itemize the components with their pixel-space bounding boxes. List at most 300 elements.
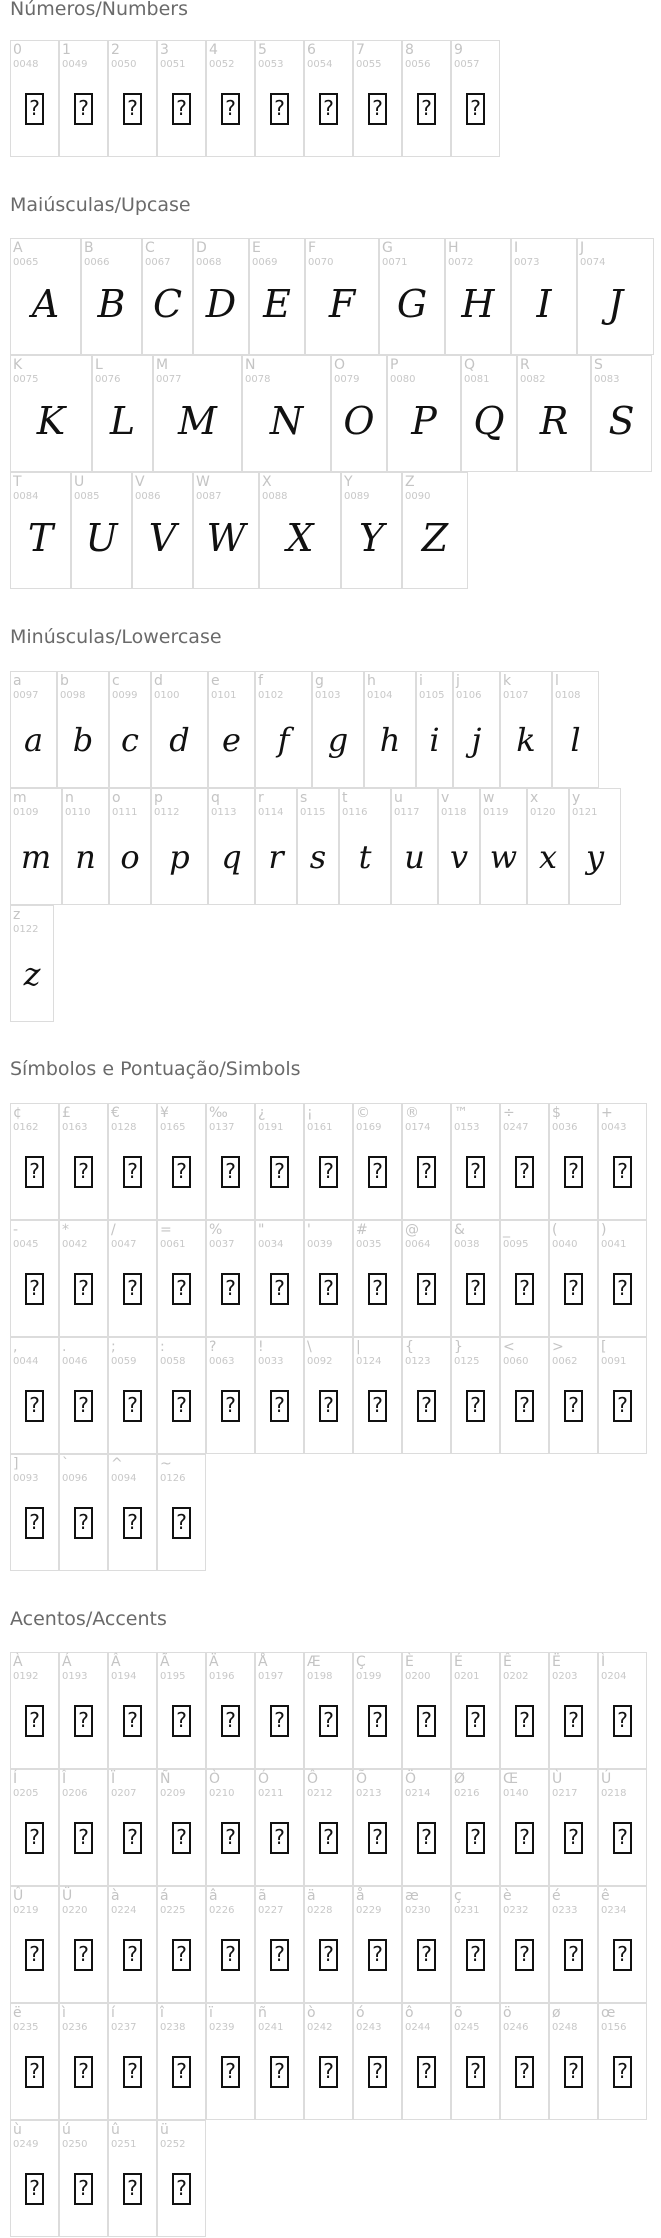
glyph-code-label: 0212: [307, 1788, 333, 1799]
glyph-cell: [500, 1337, 549, 1454]
glyph-cell: [157, 1652, 206, 1769]
glyph-preview: S: [608, 399, 635, 443]
glyph-cell: [108, 1652, 157, 1769]
glyph-character-label: -: [13, 1222, 19, 1238]
glyph-character-label: ç: [454, 1888, 462, 1904]
missing-glyph-icon: [207, 1156, 254, 1188]
missing-glyph-mark: ?: [74, 1705, 93, 1737]
glyph-cell: [10, 2003, 59, 2120]
missing-glyph-mark: ?: [613, 1705, 632, 1737]
glyph-character-label: 8: [405, 42, 414, 58]
missing-glyph-icon: [60, 1156, 107, 1188]
missing-glyph-mark: ?: [221, 2056, 240, 2088]
glyph-code-label: 0226: [209, 1905, 235, 1916]
missing-glyph-mark: ?: [172, 2173, 191, 2205]
glyph-character-label: H: [448, 240, 459, 256]
glyph-character-label: 9: [454, 42, 463, 58]
glyph-cell: [451, 40, 500, 157]
glyph-code-label: 0251: [111, 2139, 137, 2150]
glyph-cell: [59, 1454, 108, 1571]
glyph-cell: [598, 1886, 647, 2003]
missing-glyph-mark: ?: [74, 1273, 93, 1305]
missing-glyph-icon: [158, 1273, 205, 1305]
glyph-cell: [10, 671, 57, 788]
glyph-character-label: !: [258, 1339, 264, 1355]
missing-glyph-icon: [11, 93, 58, 125]
glyph-code-label: 0140: [503, 1788, 529, 1799]
glyph-cell: [598, 2003, 647, 2120]
glyph-cell: [438, 788, 480, 905]
glyph-code-label: 0216: [454, 1788, 480, 1799]
glyph-code-label: 0065: [13, 257, 39, 268]
glyph-cell: [255, 671, 312, 788]
glyph-code-label: 0207: [111, 1788, 137, 1799]
glyph-code-label: 0114: [258, 807, 284, 818]
missing-glyph-icon: [599, 1156, 646, 1188]
glyph-character-label: L: [95, 357, 103, 373]
glyph-code-label: 0073: [514, 257, 540, 268]
glyph-character-label: 4: [209, 42, 218, 58]
glyph-preview: R: [539, 399, 569, 443]
glyph-cell: [193, 472, 259, 589]
glyph-character-label: /: [111, 1222, 116, 1238]
glyph-character-label: õ: [454, 2005, 463, 2021]
missing-glyph-icon: [305, 1273, 352, 1305]
glyph-code-label: 0169: [356, 1122, 382, 1133]
glyph-cell: [304, 1652, 353, 1769]
glyph-character-label: m: [13, 790, 27, 806]
missing-glyph-icon: [158, 2173, 205, 2205]
glyph-code-label: 0210: [209, 1788, 235, 1799]
glyph-code-label: 0068: [196, 257, 222, 268]
glyph-character-label: ^: [111, 1456, 123, 1472]
missing-glyph-icon: [11, 1390, 58, 1422]
glyph-code-label: 0055: [356, 59, 382, 70]
glyph-character-label: b: [60, 673, 69, 689]
missing-glyph-icon: [11, 1939, 58, 1971]
glyph-cell: [451, 1769, 500, 1886]
glyph-code-label: 0218: [601, 1788, 627, 1799]
missing-glyph-icon: [256, 1705, 303, 1737]
missing-glyph-mark: ?: [74, 1156, 93, 1188]
missing-glyph-mark: ?: [515, 1390, 534, 1422]
missing-glyph-icon: [158, 1939, 205, 1971]
glyph-character-label: [: [601, 1339, 607, 1355]
glyph-cell: [157, 1220, 206, 1337]
glyph-character-label: ©: [356, 1105, 370, 1121]
missing-glyph-mark: ?: [368, 1273, 387, 1305]
missing-glyph-icon: [60, 1822, 107, 1854]
missing-glyph-mark: ?: [613, 1939, 632, 1971]
missing-glyph-mark: ?: [515, 1156, 534, 1188]
glyph-cell: [157, 1103, 206, 1220]
glyph-character-label: V: [135, 474, 145, 490]
glyph-character-label: î: [160, 2005, 164, 2021]
missing-glyph-mark: ?: [172, 1705, 191, 1737]
glyph-code-label: 0041: [601, 1239, 627, 1250]
missing-glyph-icon: [158, 1705, 205, 1737]
glyph-character-label: ,: [13, 1339, 18, 1355]
glyph-cell: [549, 1220, 598, 1337]
glyph-code-label: 0232: [503, 1905, 529, 1916]
missing-glyph-icon: [207, 93, 254, 125]
missing-glyph-icon: [354, 1156, 401, 1188]
glyph-preview: D: [205, 282, 237, 326]
glyph-preview: L: [109, 399, 136, 443]
glyph-character-label: Ä: [209, 1654, 219, 1670]
glyph-preview: B: [97, 282, 126, 326]
glyph-code-label: 0122: [13, 924, 39, 935]
glyph-code-label: 0120: [530, 807, 556, 818]
glyph-character-label: 3: [160, 42, 169, 58]
glyph-preview: k: [516, 721, 536, 759]
glyph-preview: a: [23, 721, 44, 759]
glyph-cell: [416, 671, 453, 788]
missing-glyph-mark: ?: [319, 2056, 338, 2088]
glyph-character-label: Z: [405, 474, 415, 490]
glyph-code-label: 0067: [145, 257, 171, 268]
glyph-cell: [500, 1886, 549, 2003]
glyph-code-label: 0043: [601, 1122, 627, 1133]
glyph-cell: [549, 1769, 598, 1886]
glyph-character-label: *: [62, 1222, 69, 1238]
glyph-cell: [157, 1769, 206, 1886]
glyph-cell: [500, 1769, 549, 1886]
glyph-code-label: 0235: [13, 2022, 39, 2033]
glyph-character-label: Â: [111, 1654, 121, 1670]
glyph-character-label: ‰: [209, 1105, 228, 1121]
glyph-preview: Q: [473, 399, 505, 443]
glyph-cell: [304, 40, 353, 157]
missing-glyph-mark: ?: [613, 1390, 632, 1422]
glyph-code-label: 0035: [356, 1239, 382, 1250]
missing-glyph-icon: [403, 1156, 450, 1188]
missing-glyph-icon: [256, 1156, 303, 1188]
glyph-cell: [59, 1337, 108, 1454]
glyph-character-label: ë: [13, 2005, 22, 2021]
missing-glyph-icon: [11, 1507, 58, 1539]
glyph-character-label: ]: [13, 1456, 19, 1472]
glyph-character-label: æ: [405, 1888, 419, 1904]
glyph-code-label: 0209: [160, 1788, 186, 1799]
glyph-code-label: 0077: [156, 374, 182, 385]
glyph-code-label: 0233: [552, 1905, 578, 1916]
glyph-character-label: ¿: [258, 1105, 266, 1121]
glyph-cell: [339, 788, 391, 905]
glyph-cell: [157, 2120, 206, 2237]
missing-glyph-icon: [550, 1390, 597, 1422]
glyph-character-label: X: [262, 474, 272, 490]
glyph-character-label: ã: [258, 1888, 267, 1904]
glyph-cell: [353, 1337, 402, 1454]
glyph-cell: [157, 1337, 206, 1454]
glyph-cell: [353, 1886, 402, 2003]
glyph-code-label: 0118: [441, 807, 467, 818]
glyph-preview: G: [396, 282, 428, 326]
glyph-code-label: 0245: [454, 2022, 480, 2033]
missing-glyph-mark: ?: [613, 1273, 632, 1305]
glyph-preview: C: [152, 282, 183, 326]
missing-glyph-icon: [109, 1507, 156, 1539]
glyph-character-label: ?: [209, 1339, 217, 1355]
glyph-cell: [10, 2120, 59, 2237]
missing-glyph-icon: [354, 1822, 401, 1854]
glyph-code-label: 0046: [62, 1356, 88, 1367]
glyph-character-label: .: [62, 1339, 67, 1355]
glyph-character-label: ™: [454, 1105, 468, 1121]
glyph-code-label: 0063: [209, 1356, 235, 1367]
missing-glyph-mark: ?: [613, 1156, 632, 1188]
missing-glyph-icon: [599, 2056, 646, 2088]
glyph-character-label: Œ: [503, 1771, 518, 1787]
glyph-character-label: ú: [62, 2122, 71, 2138]
missing-glyph-icon: [60, 1705, 107, 1737]
missing-glyph-mark: ?: [123, 1273, 142, 1305]
glyph-cell: [206, 2003, 255, 2120]
glyph-cell: [142, 238, 193, 355]
glyph-character-label: ó: [356, 2005, 365, 2021]
glyph-code-label: 0156: [601, 2022, 627, 2033]
missing-glyph-icon: [109, 1822, 156, 1854]
glyph-character-label: }: [454, 1339, 463, 1355]
missing-glyph-icon: [60, 2056, 107, 2088]
missing-glyph-mark: ?: [319, 1822, 338, 1854]
glyph-preview: n: [75, 838, 96, 876]
glyph-character-label: Ï: [111, 1771, 116, 1787]
missing-glyph-icon: [256, 1273, 303, 1305]
glyph-character-label: Ñ: [160, 1771, 171, 1787]
glyph-cell: [59, 2120, 108, 2237]
missing-glyph-mark: ?: [74, 2056, 93, 2088]
glyph-character-label: ò: [307, 2005, 316, 2021]
missing-glyph-mark: ?: [368, 1156, 387, 1188]
glyph-character-label: p: [154, 790, 163, 806]
glyph-character-label: $: [552, 1105, 561, 1121]
glyph-cell: [206, 1337, 255, 1454]
glyph-character-label: I: [514, 240, 519, 256]
glyph-cell: [208, 788, 255, 905]
glyph-character-label: ê: [601, 1888, 610, 1904]
glyph-character-label: Ê: [503, 1654, 512, 1670]
glyph-character-label: Y: [344, 474, 353, 490]
missing-glyph-icon: [305, 2056, 352, 2088]
missing-glyph-mark: ?: [270, 1939, 289, 1971]
glyph-code-label: 0243: [356, 2022, 382, 2033]
missing-glyph-icon: [109, 2056, 156, 2088]
glyph-code-label: 0111: [112, 807, 138, 818]
glyph-character-label: _: [503, 1222, 510, 1238]
glyph-cell: [402, 40, 451, 157]
glyph-code-label: 0229: [356, 1905, 382, 1916]
missing-glyph-icon: [11, 2056, 58, 2088]
glyph-cell: [341, 472, 402, 589]
missing-glyph-icon: [207, 2056, 254, 2088]
glyph-code-label: 0121: [572, 807, 598, 818]
missing-glyph-mark: ?: [368, 2056, 387, 2088]
glyph-character-label: S: [594, 357, 603, 373]
glyph-cell: [353, 1220, 402, 1337]
missing-glyph-icon: [550, 1939, 597, 1971]
glyph-character-label: d: [154, 673, 163, 689]
glyph-cell: [500, 1652, 549, 1769]
missing-glyph-icon: [60, 93, 107, 125]
glyph-character-label: ö: [503, 2005, 512, 2021]
missing-glyph-mark: ?: [172, 1507, 191, 1539]
glyph-character-label: G: [382, 240, 393, 256]
glyph-character-label: J: [580, 240, 585, 256]
glyph-code-label: 0036: [552, 1122, 578, 1133]
glyph-code-label: 0086: [135, 491, 161, 502]
glyph-character-label: 6: [307, 42, 316, 58]
missing-glyph-icon: [501, 1822, 548, 1854]
glyph-preview: c: [121, 721, 139, 759]
glyph-cell: [206, 1103, 255, 1220]
glyph-cell: [387, 355, 461, 472]
glyph-preview: d: [169, 721, 190, 759]
glyph-cell: [305, 238, 379, 355]
glyph-code-label: 0217: [552, 1788, 578, 1799]
glyph-character-label: T: [13, 474, 22, 490]
glyph-cell: [108, 1769, 157, 1886]
glyph-code-label: 0059: [111, 1356, 137, 1367]
missing-glyph-icon: [452, 1822, 499, 1854]
glyph-code-label: 0249: [13, 2139, 39, 2150]
glyph-code-label: 0214: [405, 1788, 431, 1799]
glyph-character-label: w: [483, 790, 495, 806]
glyph-cell: [461, 355, 517, 472]
glyph-character-label: r: [258, 790, 264, 806]
missing-glyph-icon: [354, 2056, 401, 2088]
missing-glyph-mark: ?: [564, 1939, 583, 1971]
missing-glyph-mark: ?: [123, 2173, 142, 2205]
glyph-preview: F: [328, 282, 356, 326]
glyph-cell: [480, 788, 527, 905]
glyph-character-label: y: [572, 790, 581, 806]
glyph-cell: [249, 238, 305, 355]
glyph-cell: [527, 788, 569, 905]
glyph-preview: e: [222, 721, 241, 759]
glyph-cell: [549, 1886, 598, 2003]
glyph-character-label: ñ: [258, 2005, 267, 2021]
glyph-cell: [206, 1886, 255, 2003]
glyph-cell: [353, 2003, 402, 2120]
glyph-code-label: 0037: [209, 1239, 235, 1250]
glyph-preview: Y: [358, 516, 385, 560]
glyph-character-label: O: [334, 357, 346, 373]
glyph-cell: [402, 1103, 451, 1220]
missing-glyph-mark: ?: [221, 93, 240, 125]
missing-glyph-icon: [403, 1822, 450, 1854]
glyph-code-label: 0197: [258, 1671, 284, 1682]
glyph-cell: [255, 1103, 304, 1220]
missing-glyph-icon: [452, 2056, 499, 2088]
missing-glyph-mark: ?: [25, 1390, 44, 1422]
missing-glyph-mark: ?: [319, 1273, 338, 1305]
glyph-code-label: 0098: [60, 690, 86, 701]
section-title-symbols: Símbolos e Pontuação/Simbols: [10, 1058, 301, 1080]
glyph-preview: l: [570, 721, 581, 759]
glyph-code-label: 0161: [307, 1122, 333, 1133]
missing-glyph-mark: ?: [417, 1273, 436, 1305]
missing-glyph-mark: ?: [270, 1822, 289, 1854]
glyph-cell: [59, 40, 108, 157]
missing-glyph-mark: ?: [221, 1273, 240, 1305]
missing-glyph-icon: [599, 1390, 646, 1422]
missing-glyph-icon: [207, 1390, 254, 1422]
missing-glyph-icon: [354, 93, 401, 125]
glyph-character-label: n: [65, 790, 74, 806]
missing-glyph-mark: ?: [123, 2056, 142, 2088]
glyph-character-label: ): [601, 1222, 607, 1238]
glyph-cell: [59, 1769, 108, 1886]
missing-glyph-icon: [109, 1273, 156, 1305]
missing-glyph-mark: ?: [466, 2056, 485, 2088]
glyph-character-label: å: [356, 1888, 365, 1904]
glyph-cell: [304, 1220, 353, 1337]
glyph-code-label: 0246: [503, 2022, 529, 2033]
missing-glyph-mark: ?: [172, 1273, 191, 1305]
glyph-character-label: W: [196, 474, 210, 490]
glyph-code-label: 0044: [13, 1356, 39, 1367]
glyph-code-label: 0052: [209, 59, 235, 70]
glyph-cell: [153, 355, 242, 472]
glyph-character-label: (: [552, 1222, 558, 1238]
glyph-character-label: ü: [160, 2122, 169, 2138]
glyph-character-label: 5: [258, 42, 267, 58]
glyph-code-label: 0050: [111, 59, 137, 70]
section-title-lower: Minúsculas/Lowercase: [10, 626, 222, 648]
missing-glyph-icon: [403, 1390, 450, 1422]
glyph-preview: X: [286, 516, 314, 560]
glyph-code-label: 0045: [13, 1239, 39, 1250]
missing-glyph-icon: [452, 93, 499, 125]
glyph-character-label: É: [454, 1654, 463, 1670]
glyph-character-label: Ù: [552, 1771, 563, 1787]
glyph-character-label: Ã: [160, 1654, 170, 1670]
glyph-code-label: 0224: [111, 1905, 137, 1916]
glyph-code-label: 0163: [62, 1122, 88, 1133]
glyph-code-label: 0105: [419, 690, 445, 701]
glyph-code-label: 0196: [209, 1671, 235, 1682]
missing-glyph-icon: [11, 1822, 58, 1854]
missing-glyph-icon: [550, 1156, 597, 1188]
missing-glyph-icon: [599, 1705, 646, 1737]
glyph-code-label: 0123: [405, 1356, 431, 1367]
glyph-code-label: 0234: [601, 1905, 627, 1916]
missing-glyph-mark: ?: [515, 2056, 534, 2088]
glyph-character-label: ~: [160, 1456, 172, 1472]
missing-glyph-mark: ?: [172, 1822, 191, 1854]
glyph-code-label: 0206: [62, 1788, 88, 1799]
glyph-character-label: A: [13, 240, 23, 256]
missing-glyph-icon: [501, 1273, 548, 1305]
glyph-character-label: ä: [307, 1888, 316, 1904]
missing-glyph-mark: ?: [466, 1390, 485, 1422]
section-title-numbers: Números/Numbers: [10, 0, 188, 20]
missing-glyph-icon: [354, 1939, 401, 1971]
glyph-preview: q: [221, 838, 242, 876]
glyph-cell: [402, 1220, 451, 1337]
missing-glyph-icon: [501, 1156, 548, 1188]
glyph-character-label: ¡: [307, 1105, 313, 1121]
glyph-character-label: ì: [62, 2005, 66, 2021]
glyph-cell: [10, 472, 71, 589]
missing-glyph-mark: ?: [172, 1156, 191, 1188]
glyph-code-label: 0119: [483, 807, 509, 818]
glyph-cell: [379, 238, 445, 355]
missing-glyph-icon: [207, 1822, 254, 1854]
glyph-code-label: 0072: [448, 257, 474, 268]
